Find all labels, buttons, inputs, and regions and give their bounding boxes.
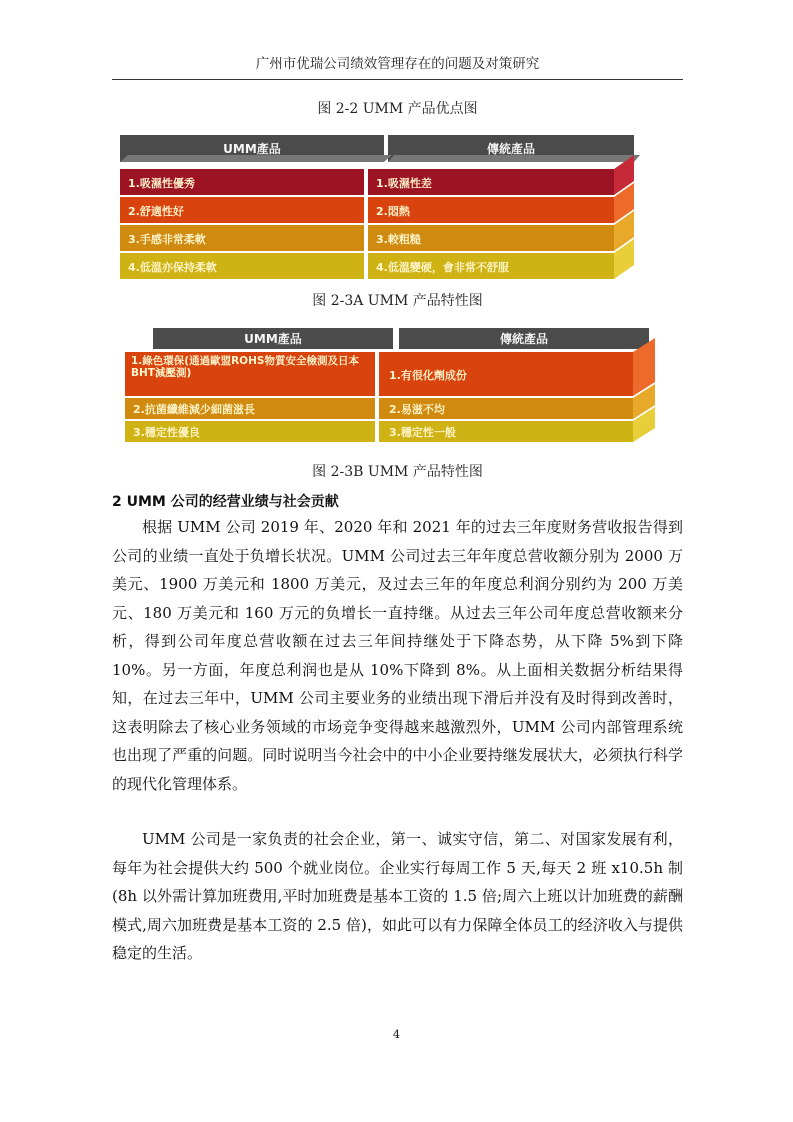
row-4-umm-text: 4.低溫亦保持柔軟 [128,261,217,274]
row-1-traditional-text: 1.吸濕性差 [376,177,432,190]
header-umm-product-2: UMM產品 [244,332,302,346]
feature-row-3-umm-text: 3.穩定性優良 [133,426,200,439]
paragraph-social-contribution: UMM 公司是一家负责的社会企业，第一、诚实守信，第二、对国家发展有利，每年为社会提供大约 500 个就业岗位。企业实行每周工作 5 天,每天 2 班 x10.5h 制(8h 以外需计算加班费用,平时加班费是基本工资的 1.5 倍;周六上班以计加班费的薪酬模式,周六加班费是基本工资的 2.5 倍)，如此可以有力保障全体员工的经济收入与提供稳定的生活。 [112,830,683,962]
header-traditional-product-2: 傳統產品 [499,332,549,346]
figure-umm-advantages [118,131,640,279]
paragraph-performance: 根据 UMM 公司 2019 年、2020 年和 2021 年的过去三年度财务营收报告得到公司的业绩一直处于负增长状况。UMM 公司过去三年年度总营收额分别为 2000 万美元、1900 万美元和 1800 万美元，及过去三年的年度总利润分别约为 200 万美元、180 万美元和 160 万元的负增长一直持继。从过去三年公司年度总营收额来分析，得到公司年度总营收额在过去三年间持继处于下降态势，从下降 5%到下降 10%。另一方面，年度总利润也是从 10%下降到 8%。从上面相关数据分析结果得知，在过去三年中，UMM 公司主要业务的业绩出现下滑后并没有及时得到改善时，这表明除去了核心业务领域的市场竞争变得越来越激烈外，UMM 公司内部管理系统也出现了严重的问题。同时说明当今社会中的中小企业要持继发展状大，必须执行科学的现代化管理体系。 [112,518,683,793]
row-3-umm-text: 3.手感非常柔軟 [128,233,206,246]
figure-caption-2-3b: 图 2-3B UMM 产品特性图 [312,464,483,480]
row-4-traditional-text: 4.低溫變硬，會非常不舒服 [376,261,509,274]
figure-caption-2-3a: 图 2-3A UMM 产品特性图 [312,293,483,309]
feature-row-1-traditional-text: 1.有很化劑成份 [389,369,467,382]
row-2-umm-text: 2.舒適性好 [128,205,184,218]
feature-row-1-umm-text: 1.綠色環保(通過歐盟ROHS物質安全檢測及日本BHT減壓測) [131,355,359,379]
header-umm-product: UMM產品 [223,142,281,156]
section-heading: 2 UMM 公司的经营业绩与社会贡献 [112,494,339,510]
feature-row-2-traditional-text: 2.易滋不均 [389,403,445,416]
row-3-traditional-text: 3.較粗糙 [376,233,421,246]
row-1-umm-text: 1.吸濕性優秀 [128,177,195,190]
running-header: 广州市优瑞公司绩效管理存在的问题及对策研究 [112,52,683,80]
figure-umm-features [123,324,658,444]
figure-caption-2-2: 图 2-2 UMM 产品优点图 [317,101,478,117]
page-number: 4 [393,1028,400,1041]
feature-row-3-traditional-text: 3.穩定性一般 [389,426,456,439]
row-2-traditional-text: 2.悶熱 [376,205,410,218]
header-traditional-product: 傳統產品 [486,142,536,156]
feature-row-2-umm-text: 2.抗菌纖維減少細菌滋長 [133,403,255,416]
